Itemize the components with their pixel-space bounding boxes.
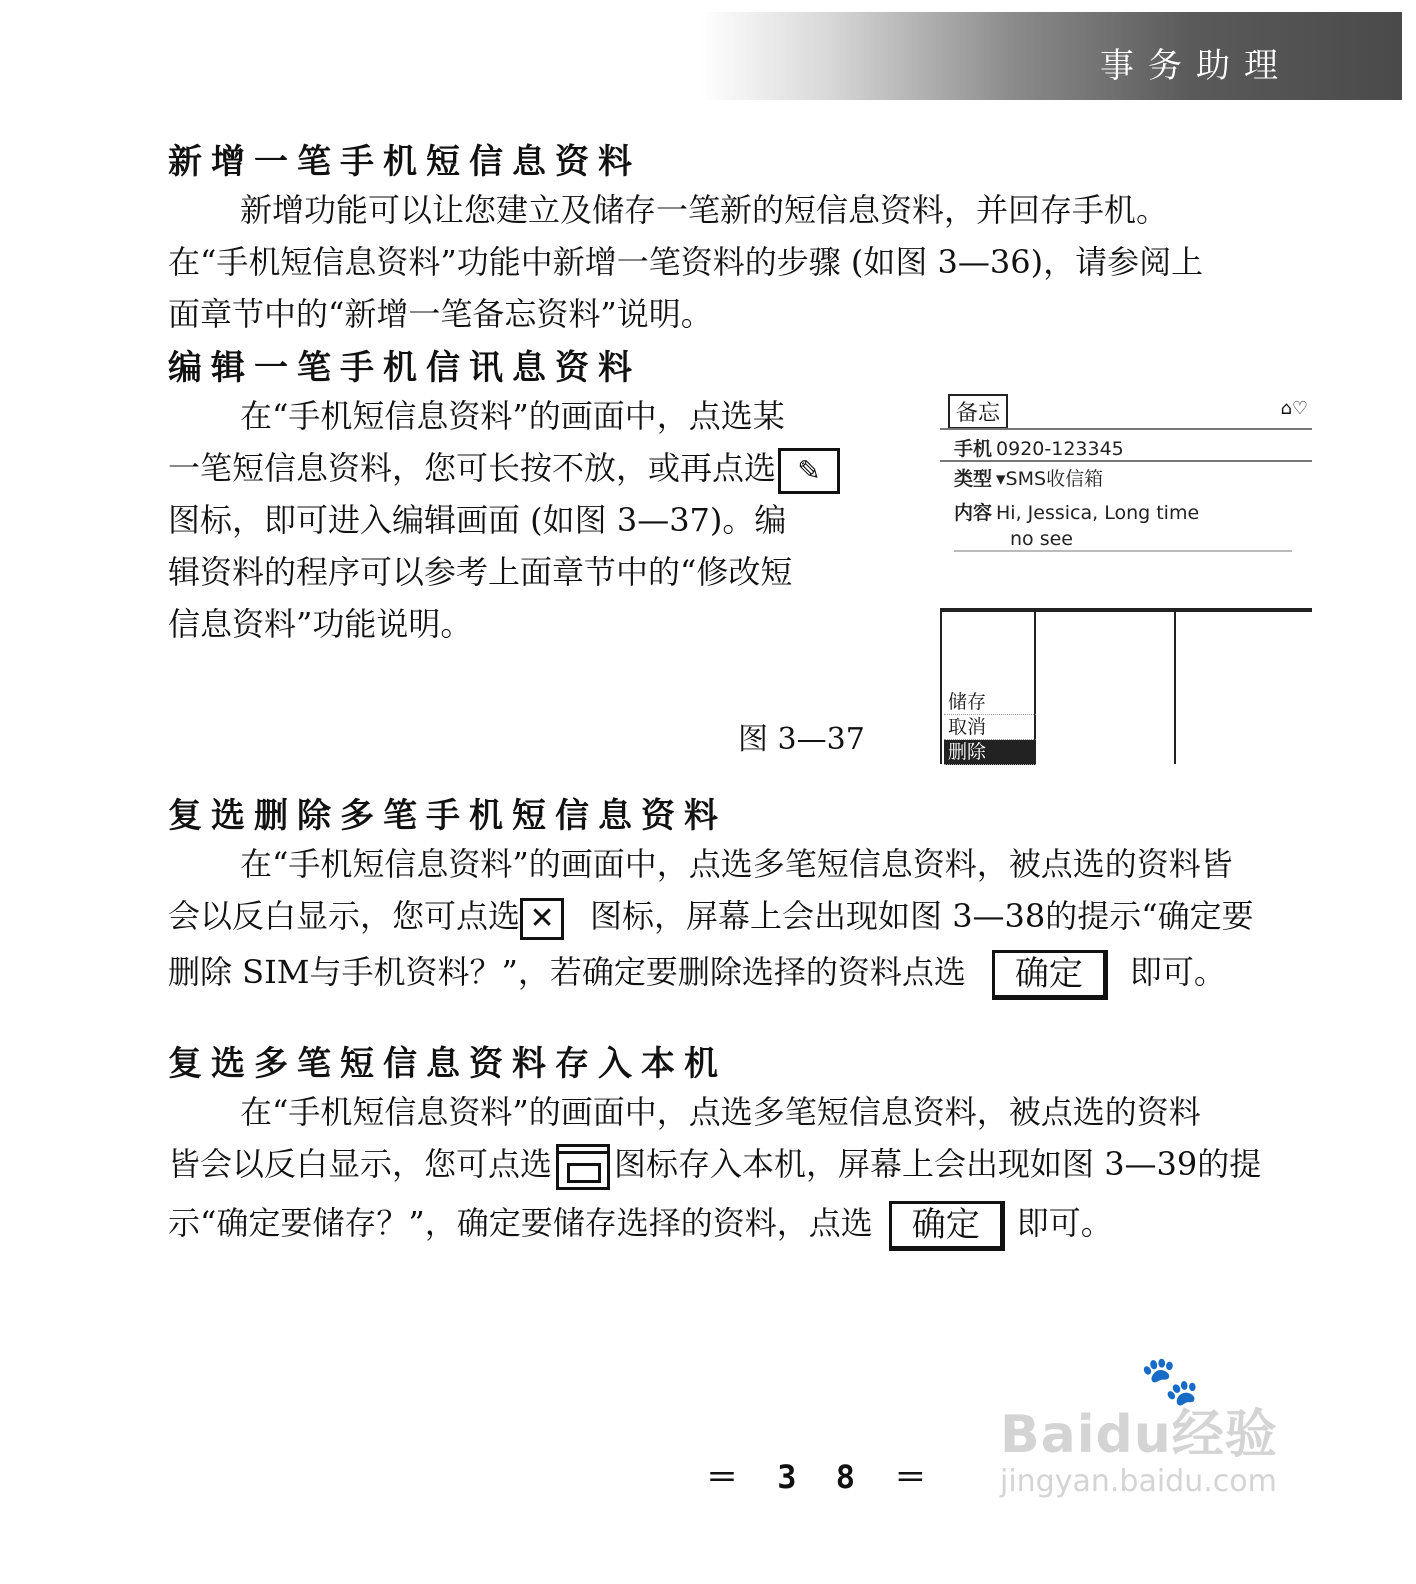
- paragraph-line: [168, 1190, 1261, 1256]
- field-value: ▾SMS收信箱: [996, 468, 1104, 490]
- field-value: no see: [1010, 528, 1073, 550]
- paragraph-line: [168, 442, 842, 494]
- paragraph-line: 面章节中的“新增一笔备忘资料”说明。: [168, 295, 713, 333]
- field-row: [954, 498, 1199, 525]
- menu-item: 取消: [944, 715, 1036, 740]
- divider: [940, 428, 1312, 430]
- paragraph-text: 会以反白显示，您可点选: [168, 897, 521, 935]
- paragraph-text: 即可。: [1016, 1204, 1113, 1242]
- paragraph-text: 一笔短信息资料，您可长按不放，或再点选: [168, 449, 777, 487]
- field-row: [954, 464, 1103, 491]
- chapter-header-bar: [700, 12, 1402, 100]
- status-icons: ⌂♡: [1280, 398, 1308, 419]
- section-heading-add-sms: 新增一笔手机短信息资料: [168, 142, 641, 182]
- menu-item: 储存: [944, 690, 1036, 715]
- watermark-url: jingyan.baidu.com: [1000, 1464, 1277, 1499]
- section-body-delete-sms: [168, 838, 1254, 1002]
- field-row: [1010, 528, 1073, 550]
- paragraph-line: [168, 942, 1254, 1002]
- field-label: 内容: [954, 502, 993, 524]
- field-row: [954, 434, 1124, 461]
- divider: [940, 460, 1312, 462]
- paragraph-text: 示“确定要储存？”，确定要储存选择的资料，点选: [168, 1204, 873, 1242]
- paragraph-text: 即可。: [1129, 953, 1226, 991]
- paragraph-line: 在“手机短信息资料”的画面中，点选多笔短信息资料，被点选的资料: [240, 1093, 1201, 1131]
- page-number: ＝ 3 8 ＝: [706, 1458, 937, 1496]
- paragraph-line: 新增功能可以让您建立及储存一笔新的短信息资料，并回存手机。: [240, 191, 1169, 229]
- field-label: 手机: [954, 438, 993, 460]
- paragraph-text: 图标，屏幕上会出现如图 3—38的提示“确定要: [590, 897, 1254, 935]
- section-body-add-sms: [168, 184, 1203, 340]
- paragraph-text: 图标存入本机，屏幕上会出现如图 3—39的提: [614, 1145, 1262, 1183]
- grid-column-line: [1174, 612, 1176, 764]
- paragraph-line: [168, 1138, 1261, 1190]
- paragraph-line: 信息资料”功能说明。: [168, 605, 473, 643]
- confirm-button-image: 确定: [992, 950, 1108, 1000]
- paragraph-line: 图标，即可进入编辑画面 (如图 3—37)。编: [168, 501, 787, 539]
- section-body-save-sms: [168, 1086, 1261, 1256]
- x-box-icon: ✕: [520, 898, 564, 940]
- watermark-logo: Baidu经验: [1000, 1405, 1278, 1465]
- paragraph-line: [168, 890, 1254, 942]
- pencil-edit-icon: ✎: [778, 448, 840, 494]
- paragraph-line: 在“手机短信息资料”的画面中，点选多笔短信息资料，被点选的资料皆: [240, 845, 1233, 883]
- divider: [954, 550, 1292, 552]
- paragraph-text: 删除 SIM与手机资料？”，若确定要删除选择的资料点选: [168, 953, 966, 991]
- paragraph-text: 皆会以反白显示，您可点选: [168, 1145, 553, 1183]
- baidu-watermark: [1000, 1352, 1320, 1512]
- confirm-button-image: 确定: [889, 1201, 1005, 1251]
- field-label: 类型: [954, 468, 993, 490]
- section-heading-delete-sms: 复选删除多笔手机短信息资料: [168, 796, 727, 836]
- paragraph-line: 在“手机短信息资料”的画面中，点选某: [240, 397, 785, 435]
- section-body-edit-sms: [168, 390, 842, 650]
- screen-grid: [940, 608, 1312, 764]
- screen-tab-label: 备忘: [948, 394, 1008, 429]
- figure-caption: 图 3—37: [738, 722, 865, 757]
- field-value: 0920-123345: [996, 438, 1124, 460]
- field-value: Hi, Jessica, Long time: [996, 502, 1200, 524]
- paragraph-line: 在“手机短信息资料”功能中新增一笔资料的步骤 (如图 3—36)，请参阅上: [168, 243, 1204, 281]
- paw-logo-icon: 🐾: [1140, 1353, 1200, 1409]
- menu-item-selected: 删除: [944, 740, 1036, 765]
- screen-menu: [944, 690, 1036, 765]
- paragraph-line: 辑资料的程序可以参考上面章节中的“修改短: [168, 553, 793, 591]
- floppy-save-icon: [556, 1144, 610, 1190]
- figure-phone-screen: [940, 390, 1312, 762]
- section-heading-edit-sms: 编辑一笔手机信讯息资料: [168, 348, 641, 388]
- chapter-title: 事务助理: [1100, 46, 1292, 86]
- section-heading-save-sms: 复选多笔短信息资料存入本机: [168, 1044, 727, 1084]
